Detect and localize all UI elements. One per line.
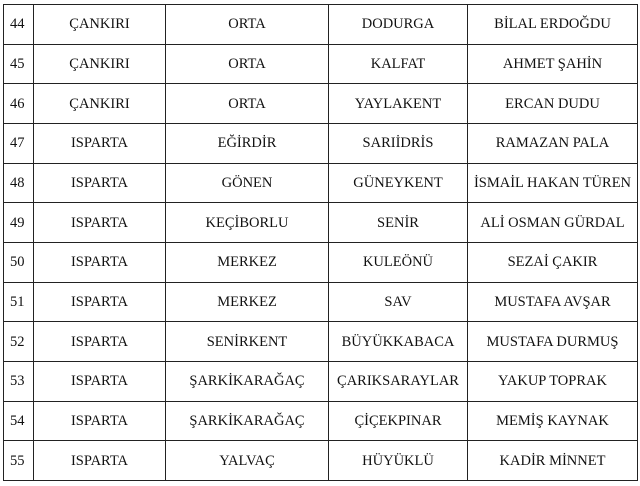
row-number-cell: 51 [4,282,34,322]
person-name-cell: AHMET ŞAHİN [468,44,638,84]
row-number-cell: 50 [4,242,34,282]
village-cell: SENİR [329,203,468,243]
person-name-cell: YAKUP TOPRAK [468,361,638,401]
table-row [4,441,638,481]
district-cell: ŞARKİKARAĞAÇ [166,361,329,401]
village-cell: HÜYÜKLÜ [329,441,468,481]
district-cell: ORTA [166,44,329,84]
district-cell: SENİRKENT [166,322,329,362]
row-number-cell: 54 [4,401,34,441]
person-name-cell: MUSTAFA DURMUŞ [468,322,638,362]
village-cell: ÇİÇEKPINAR [329,401,468,441]
province-cell: ÇANKIRI [34,44,166,84]
person-name-cell: BİLAL ERDOĞDU [468,5,638,45]
row-number-cell: 49 [4,203,34,243]
village-cell: BÜYÜKKABACA [329,322,468,362]
table-row [4,401,638,441]
province-cell: ÇANKIRI [34,5,166,45]
district-cell: KEÇİBORLU [166,203,329,243]
row-number-cell: 47 [4,123,34,163]
row-number-cell: 44 [4,5,34,45]
province-cell: ISPARTA [34,361,166,401]
province-cell: ISPARTA [34,123,166,163]
person-name-cell: SEZAİ ÇAKIR [468,242,638,282]
table-row [4,203,638,243]
village-cell: ÇARIKSARAYLAR [329,361,468,401]
province-cell: ISPARTA [34,322,166,362]
province-cell: ÇANKIRI [34,84,166,124]
district-cell: ŞARKİKARAĞAÇ [166,401,329,441]
district-cell: MERKEZ [166,242,329,282]
person-name-cell: ALİ OSMAN GÜRDAL [468,203,638,243]
province-cell: ISPARTA [34,282,166,322]
province-cell: ISPARTA [34,441,166,481]
table-row [4,322,638,362]
person-name-cell: RAMAZAN PALA [468,123,638,163]
table-row [4,44,638,84]
village-cell: SAV [329,282,468,322]
province-cell: ISPARTA [34,203,166,243]
table-body [4,5,638,481]
province-cell: ISPARTA [34,401,166,441]
row-number-cell: 48 [4,163,34,203]
person-name-cell: MEMİŞ KAYNAK [468,401,638,441]
district-cell: MERKEZ [166,282,329,322]
district-cell: ORTA [166,5,329,45]
row-number-cell: 45 [4,44,34,84]
table-row [4,123,638,163]
province-cell: ISPARTA [34,242,166,282]
district-cell: YALVAÇ [166,441,329,481]
village-cell: KALFAT [329,44,468,84]
document-page [3,4,637,481]
table-row [4,84,638,124]
district-cell: EĞİRDİR [166,123,329,163]
village-cell: YAYLAKENT [329,84,468,124]
district-cell: ORTA [166,84,329,124]
province-cell: ISPARTA [34,163,166,203]
row-number-cell: 55 [4,441,34,481]
person-name-cell: ERCAN DUDU [468,84,638,124]
person-name-cell: İSMAİL HAKAN TÜREN [468,163,638,203]
table-row [4,5,638,45]
row-number-cell: 52 [4,322,34,362]
village-cell: GÜNEYKENT [329,163,468,203]
person-name-cell: KADİR MİNNET [468,441,638,481]
village-cell: DODURGA [329,5,468,45]
district-cell: GÖNEN [166,163,329,203]
person-name-cell: MUSTAFA AVŞAR [468,282,638,322]
row-number-cell: 53 [4,361,34,401]
table-row [4,282,638,322]
village-headman-table [3,4,638,481]
row-number-cell: 46 [4,84,34,124]
table-row [4,361,638,401]
table-row [4,163,638,203]
village-cell: KULEÖNÜ [329,242,468,282]
village-cell: SARIİDRİS [329,123,468,163]
table-row [4,242,638,282]
